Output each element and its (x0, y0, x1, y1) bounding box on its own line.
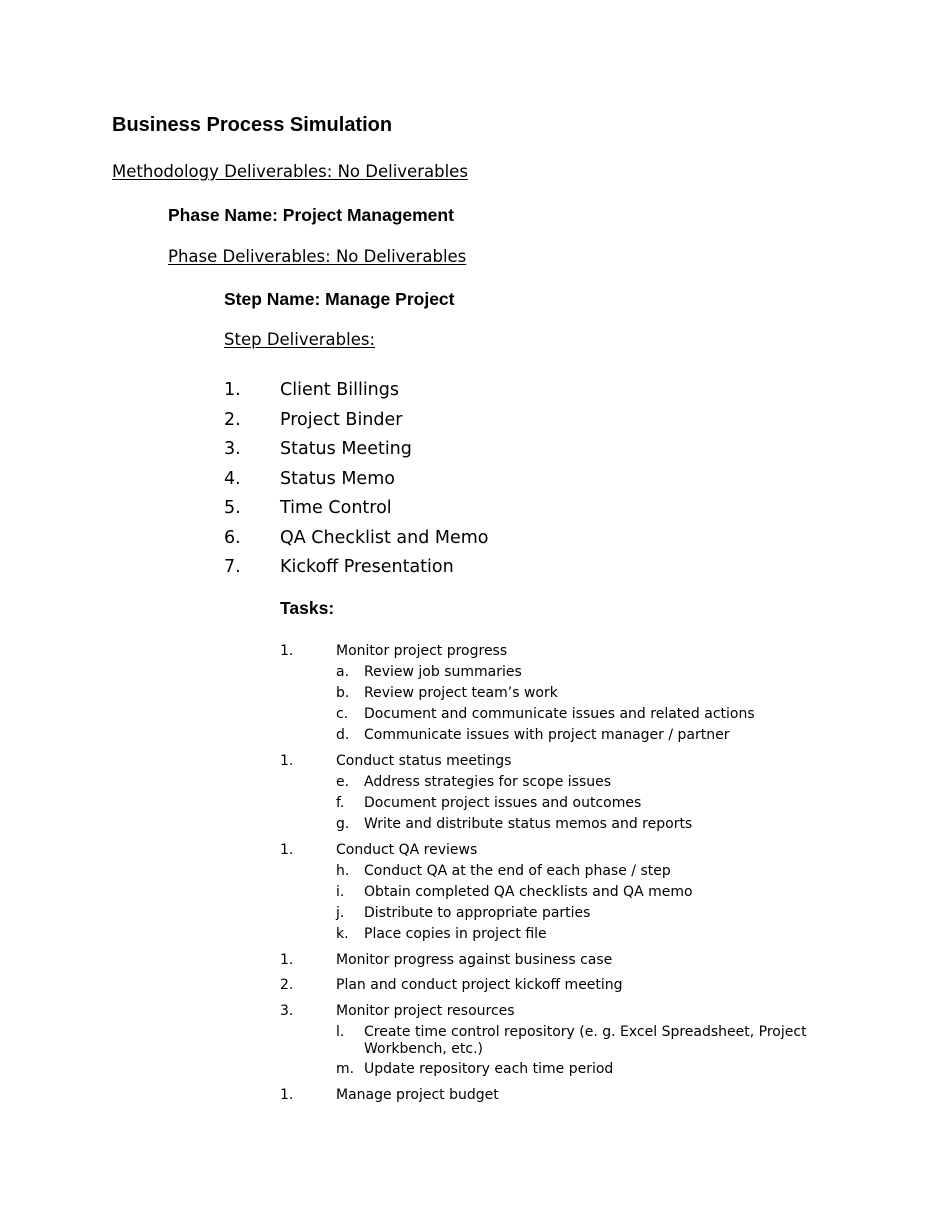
subtask-item: Conduct QA at the end of each phase / step (364, 863, 671, 879)
subtask-letter: k. (336, 926, 349, 942)
subtask-item: Update repository each time period (364, 1061, 614, 1077)
deliverable-item: QA Checklist and Memo (280, 528, 489, 548)
subtask-letter: j. (336, 905, 345, 921)
subtask-item: Obtain completed QA checklists and QA memo (364, 884, 693, 900)
phase-name: Phase Name: Project Management (168, 205, 454, 225)
deliverable-item: Kickoff Presentation (280, 557, 454, 577)
deliverable-number: 7. (224, 557, 241, 577)
task-number: 1. (280, 753, 294, 769)
subtask-item: Distribute to appropriate parties (364, 905, 591, 921)
subtask-letter: c. (336, 706, 349, 722)
subtask-letter: i. (336, 884, 345, 900)
task-item: Conduct status meetings (336, 753, 512, 769)
deliverable-item: Time Control (280, 498, 392, 518)
task-number: 3. (280, 1003, 294, 1019)
subtask-item: Place copies in project file (364, 926, 547, 942)
task-number: 1. (280, 952, 294, 968)
subtask-letter: l. (336, 1024, 345, 1040)
subtask-letter: d. (336, 727, 350, 743)
subtask-letter: a. (336, 664, 350, 680)
deliverable-number: 3. (224, 439, 241, 459)
tasks-heading: Tasks: (280, 598, 335, 618)
subtask-item: Document and communicate issues and related actions (364, 706, 755, 722)
subtask-letter: m. (336, 1061, 355, 1077)
subtask-letter: b. (336, 685, 350, 701)
subtask-letter: f. (336, 795, 345, 811)
subtask-item: Write and distribute status memos and reports (364, 816, 693, 832)
deliverable-number: 6. (224, 528, 241, 548)
task-number: 1. (280, 842, 294, 858)
task-item: Plan and conduct project kickoff meeting (336, 977, 623, 993)
step-deliverables-label: Step Deliverables: (224, 330, 376, 349)
deliverable-number: 2. (224, 410, 241, 430)
task-item: Monitor project resources (336, 1003, 515, 1019)
deliverable-number: 4. (224, 469, 241, 489)
subtask-item: Create time control repository (e. g. Excel Spreadsheet, Project Workbench, etc.) (364, 1024, 807, 1057)
subtask-item: Communicate issues with project manager / partner (364, 727, 730, 743)
deliverable-item: Project Binder (280, 410, 403, 430)
task-item: Monitor project progress (336, 643, 508, 659)
deliverable-number: 1. (224, 380, 241, 400)
subtask-letter: e. (336, 774, 350, 790)
task-item: Manage project budget (336, 1087, 499, 1103)
subtask-letter: g. (336, 816, 350, 832)
document-title: Business Process Simulation (112, 114, 393, 136)
task-number: 1. (280, 643, 294, 659)
task-item: Conduct QA reviews (336, 842, 478, 858)
deliverable-item: Status Meeting (280, 439, 412, 459)
subtask-item: Document project issues and outcomes (364, 795, 642, 811)
subtask-item: Address strategies for scope issues (364, 774, 612, 790)
deliverable-number: 5. (224, 498, 241, 518)
subtask-item: Review project team’s work (364, 685, 558, 701)
task-item: Monitor progress against business case (336, 952, 613, 968)
methodology-deliverables: Methodology Deliverables: No Deliverables (112, 162, 468, 181)
deliverable-item: Client Billings (280, 380, 399, 400)
task-number: 2. (280, 977, 294, 993)
deliverable-item: Status Memo (280, 469, 395, 489)
subtask-item: Review job summaries (364, 664, 522, 680)
step-name: Step Name: Manage Project (224, 289, 455, 309)
phase-deliverables: Phase Deliverables: No Deliverables (168, 247, 467, 266)
task-number: 1. (280, 1087, 294, 1103)
subtask-letter: h. (336, 863, 350, 879)
